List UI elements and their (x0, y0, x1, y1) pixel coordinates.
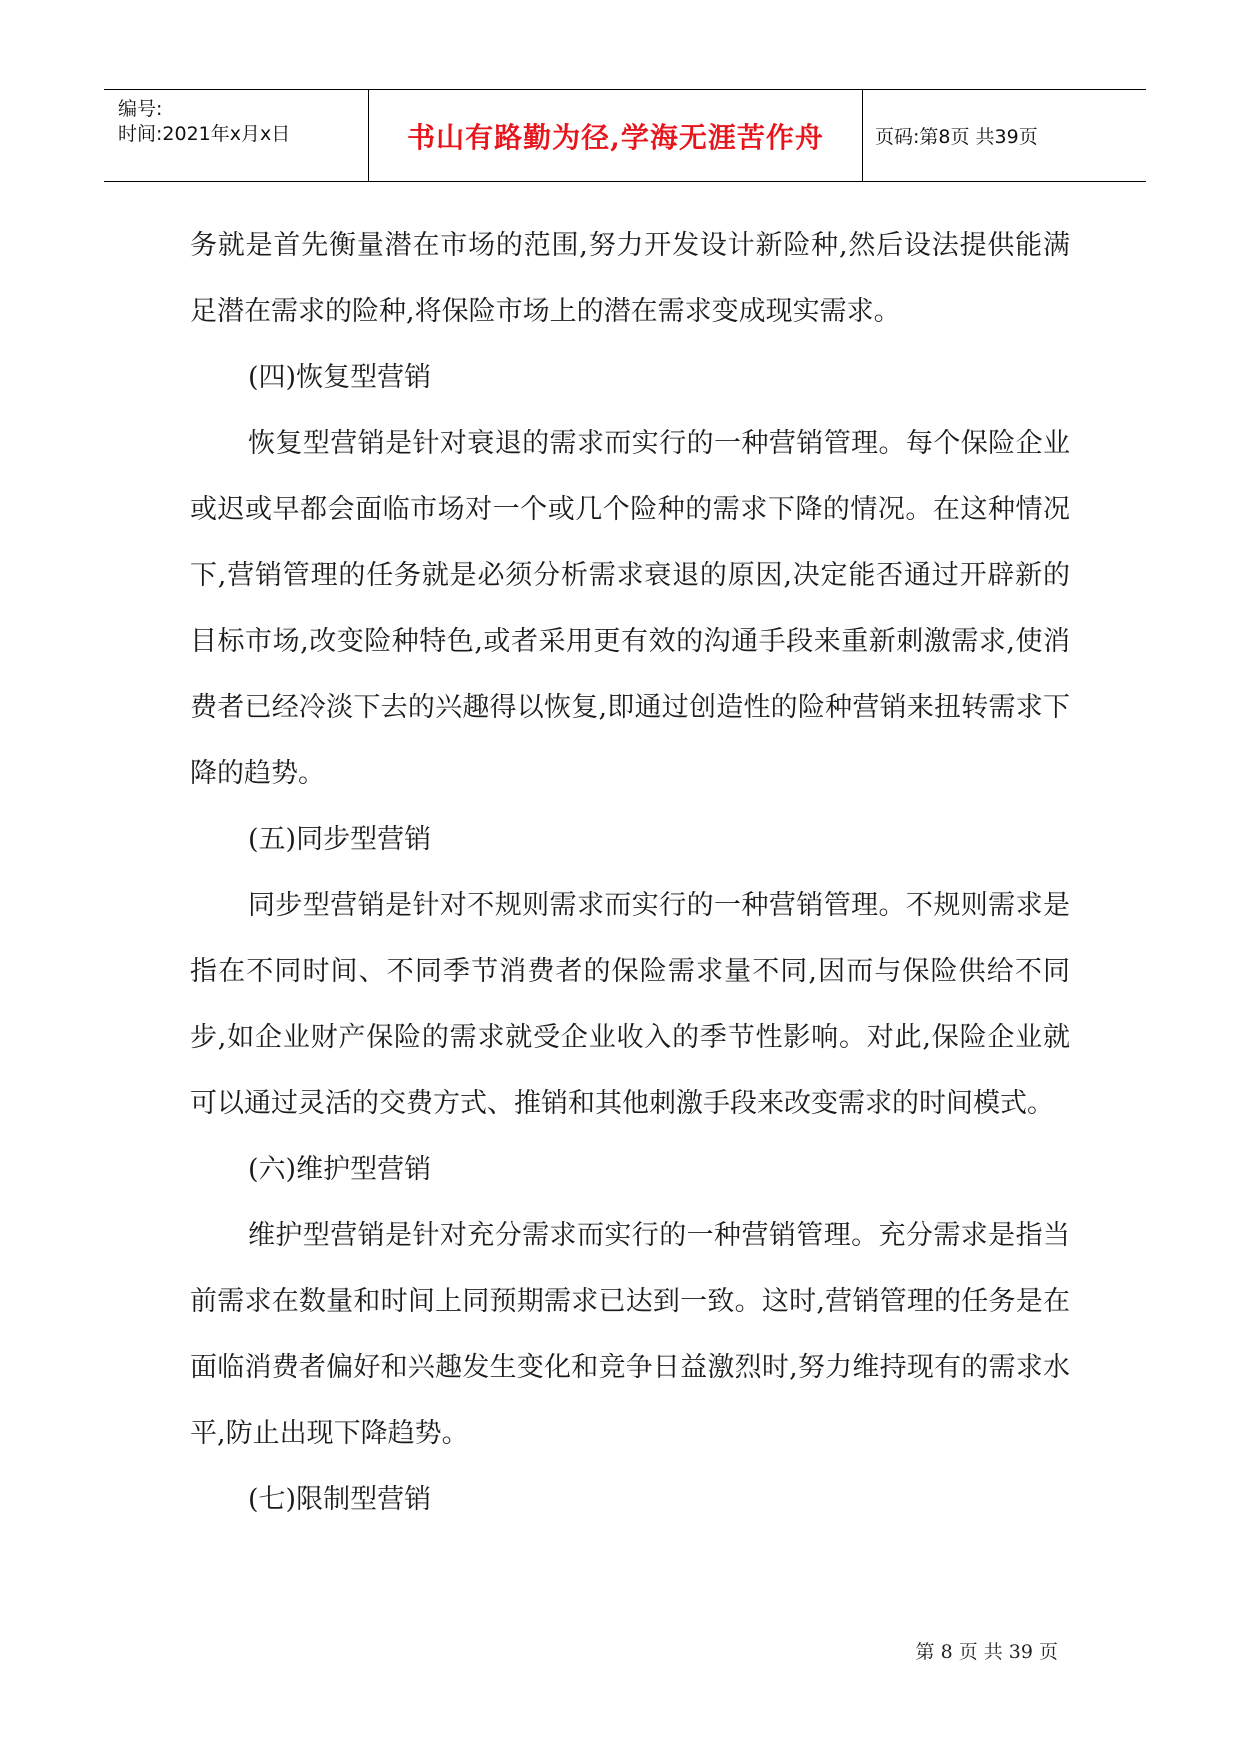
header-motto: 书山有路勤为径,学海无涯苦作舟 (407, 120, 824, 154)
section-heading-synchronous-marketing: (五)同步型营销 (248, 824, 432, 855)
document-number-label: 编号: (118, 98, 163, 120)
header-left-cell (104, 90, 369, 181)
header-page-cell (863, 90, 1146, 181)
section-heading-maintenance-marketing: (六)维护型营销 (248, 1154, 432, 1185)
paragraph-recovery-marketing: 恢复型营销是针对衰退的需求而实行的一种营销管理。每个保险企业或迟或早都会面临市场对一个或几个险种的需求下降的情况。在这种情况下,营销管理的任务就是必须分析需求衰退的原因,决定能否通过开辟新的目标市场,改变险种特色,或者采用更有效的沟通手段来重新刺激需求,使消费者已经冷淡下去的兴趣得以恢复,即通过创造性的险种营销来扭转需求下降的趋势。 (190, 428, 1070, 789)
paragraph-continuation: 务就是首先衡量潜在市场的范围,努力开发设计新险种,然后设法提供能满足潜在需求的险种,将保险市场上的潜在需求变成现实需求。 (190, 230, 1070, 327)
paragraph-maintenance-marketing: 维护型营销是针对充分需求而实行的一种营销管理。充分需求是指当前需求在数量和时间上同预期需求已达到一致。这时,营销管理的任务是在面临消费者偏好和兴趣发生变化和竞争日益激烈时,努力维持现有的需求水平,防止出现下降趋势。 (190, 1220, 1070, 1449)
page-header (104, 89, 1146, 182)
document-time-label: 时间:2021年x月x日 (118, 123, 291, 145)
section-heading-recovery-marketing: (四)恢复型营销 (248, 362, 432, 393)
header-page-info: 页码:第8页 共39页 (875, 126, 1038, 148)
page-footer: 第 8 页 共 39 页 (915, 1641, 1058, 1663)
header-motto-cell (369, 90, 863, 181)
document-body (190, 213, 1070, 1533)
section-heading-restrictive-marketing: (七)限制型营销 (248, 1484, 432, 1515)
paragraph-synchronous-marketing: 同步型营销是针对不规则需求而实行的一种营销管理。不规则需求是指在不同时间、不同季节消费者的保险需求量不同,因而与保险供给不同步,如企业财产保险的需求就受企业收入的季节性影响。对此,保险企业就可以通过灵活的交费方式、推销和其他刺激手段来改变需求的时间模式。 (190, 890, 1070, 1119)
